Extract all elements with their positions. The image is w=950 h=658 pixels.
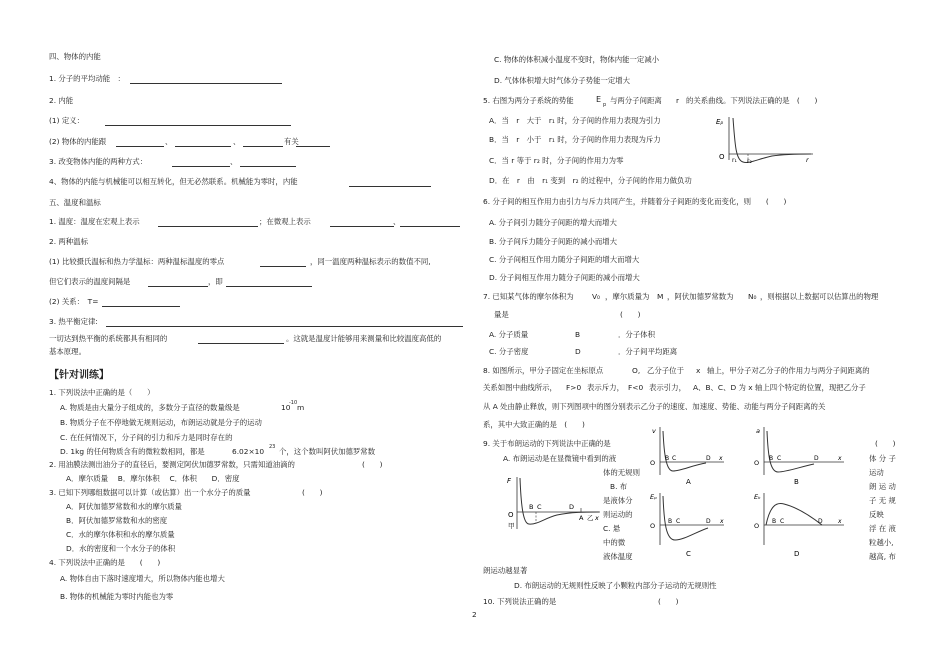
text: N₀: [748, 292, 757, 301]
q7-option-d[interactable]: D: [575, 347, 581, 356]
origin-label: O: [754, 522, 760, 530]
q3-option-c[interactable]: C．水的摩尔体积和水的摩尔质量: [66, 530, 175, 539]
potential-energy-graph: [716, 114, 816, 170]
q4-option-c[interactable]: C. 物体的体积减小温度不变时，物体内能一定减小: [494, 55, 660, 64]
q-mech-energy: 4、物体的内能与机械能可以相互转化，但无必然联系。机械能为零时，内能: [49, 177, 298, 186]
option-graph-c[interactable]: [648, 490, 728, 560]
text: 中的微: [603, 538, 626, 547]
axis-x-label: x: [719, 455, 723, 462]
q6-option-a[interactable]: A. 分子间引力随分子间距的增大而增大: [489, 218, 617, 227]
point-d-label: D: [569, 503, 575, 511]
superscript: 23: [269, 444, 276, 450]
point-b-label: B: [529, 503, 534, 511]
section-4-title: 四、物体的内能: [49, 52, 101, 61]
blank-line[interactable]: [349, 186, 431, 187]
q1-option-a[interactable]: A. 物质是由大量分子组成的，多数分子直径的数量级是: [60, 403, 240, 412]
q4-option-b[interactable]: B. 物体的机械能为零时内能也为零: [60, 592, 174, 601]
q7-option-a[interactable]: A. 分子质量: [489, 330, 529, 339]
curve: [767, 431, 814, 472]
blank-line[interactable]: [226, 286, 312, 287]
jia-label: 甲: [508, 522, 515, 530]
text: 量是: [494, 310, 509, 319]
q10-stem: 10. 下列说法正确的是: [483, 597, 557, 606]
q9-option-b[interactable]: B. 布: [610, 482, 628, 491]
superscript: -10: [289, 400, 298, 406]
q9-option-a[interactable]: A. 布朗运动是在显微镜中看到的液: [503, 454, 617, 463]
text: ．分子体积: [618, 330, 655, 339]
point-b-label: B: [665, 455, 670, 462]
answer-paren: ( ): [362, 460, 383, 469]
q-temperature: 1. 温度：温度在宏观上表示: [49, 217, 140, 226]
blank-line[interactable]: [243, 146, 283, 147]
q5-stem: 5. 右图为两分子系统的势能: [483, 96, 574, 105]
text: 乙分子位于: [647, 366, 684, 375]
point-c-label: C: [537, 503, 542, 511]
point-c-label: C: [676, 518, 681, 525]
blank-line[interactable]: [330, 226, 394, 227]
q9-option-c[interactable]: C. 悬: [603, 524, 621, 533]
curve: [663, 431, 706, 471]
origin-label: O: [650, 522, 656, 530]
q1-stem: 1. 下列说法中正确的是（ ）: [49, 388, 155, 397]
origin-label: O: [508, 511, 514, 519]
text: 轴上，甲分子对乙分子的作用力与两分子间距离的: [707, 366, 870, 375]
text: 朗 运 动: [869, 482, 896, 491]
origin-label: O: [650, 459, 656, 467]
point-b-label: B: [769, 455, 774, 462]
blank-line[interactable]: [130, 83, 282, 84]
q-thermal-eq-text: 一切达到热平衡的系统都具有相同的: [49, 334, 168, 343]
point-d-label: D: [706, 455, 711, 462]
option-label: A: [686, 478, 691, 486]
q3-option-b[interactable]: B．阿伏加德罗常数和水的密度: [66, 516, 168, 525]
answer-paren: ( ): [658, 597, 679, 606]
blank-line[interactable]: [296, 146, 330, 147]
blank-line[interactable]: [400, 226, 460, 227]
page-number: 2: [472, 610, 477, 619]
origin-label: O: [754, 459, 760, 467]
q8-stem: 8. 如图所示，甲分子固定在坐标原点: [483, 366, 604, 375]
blank-line[interactable]: [148, 286, 208, 287]
point-c-label: C: [780, 518, 785, 525]
sep: 、: [165, 137, 173, 146]
sep: 、: [393, 217, 401, 226]
text: 6.02×10: [232, 447, 265, 456]
text: 液体温度: [603, 552, 633, 561]
blank-line[interactable]: [172, 166, 230, 167]
axis-y-label: Eₖ: [754, 493, 761, 501]
text: 关系如图中曲线所示，: [483, 383, 557, 392]
q-scale-compare: (1) 比较摄氏温标和热力学温标：两种温标温度的零点: [49, 257, 225, 266]
text: 与两分子间距离: [610, 96, 662, 105]
q4-option-a[interactable]: A. 物体自由下落时速度增大，所以物体内能也增大: [60, 574, 225, 583]
text: 运动: [869, 468, 884, 477]
point-d-label: D: [706, 518, 711, 525]
text: m: [297, 403, 305, 412]
text: r: [676, 96, 680, 105]
axis-y-label: Eₚ: [650, 493, 657, 501]
q-thermal-eq: 3. 热平衡定律:: [49, 317, 98, 326]
q1-option-b[interactable]: B. 物质分子在不停地做无规则运动，布朗运动就是分子的运动: [60, 418, 262, 427]
blank-line[interactable]: [198, 343, 284, 344]
option-label: B: [794, 478, 799, 486]
blank-line[interactable]: [102, 306, 180, 307]
axis-x-label: x: [838, 518, 842, 525]
q6-option-d[interactable]: D. 分子间相互作用力随分子间距的减小而增大: [489, 273, 640, 282]
point-d-label: D: [814, 455, 819, 462]
answer-paren: ( ): [875, 439, 896, 448]
q4-option-d[interactable]: D. 气体体积增大时气体分子势能一定增大: [494, 76, 631, 85]
q6-option-c[interactable]: C. 分子间相互作用力随分子间距的增大而增大: [489, 255, 640, 264]
text: ；在微观上表示: [259, 217, 311, 226]
origin-label: O: [719, 153, 725, 161]
blank-line[interactable]: [105, 125, 291, 126]
q1-option-c[interactable]: C. 在任何情况下，分子间的引力和斥力是同时存在的: [60, 433, 233, 442]
text: ，阿伏加德罗常数为: [667, 292, 734, 301]
q-internal-energy: 2. 内能: [49, 96, 74, 105]
option-label: C: [686, 550, 691, 558]
yi-label: 乙: [587, 514, 594, 522]
text: 越高, 布: [869, 552, 896, 561]
point-b-label: B: [668, 518, 673, 525]
blank-line[interactable]: [106, 326, 463, 327]
sep: 有关: [284, 137, 299, 146]
q7-option-b[interactable]: B: [575, 330, 581, 339]
q3-option-a[interactable]: A．阿伏加德罗常数和水的摩尔质量: [66, 502, 182, 511]
blank-line[interactable]: [260, 266, 306, 267]
text: M: [657, 292, 664, 301]
q-change-ways: 3. 改变物体内能的两种方式：: [49, 157, 148, 166]
option-label: D: [794, 550, 800, 558]
text: 浮 在 液: [869, 524, 896, 533]
q7-option-c[interactable]: C. 分子密度: [489, 347, 529, 356]
axis-x-label: x: [595, 514, 599, 522]
text: 个，这个数叫阿伏加德罗常数: [279, 447, 376, 456]
blank-line[interactable]: [240, 166, 296, 167]
text: F>0: [566, 383, 582, 392]
q9-option-d[interactable]: D. 布朗运动的无规则性反映了小颗粒内部分子运动的无规则性: [514, 581, 717, 590]
text: 表示引力，: [649, 383, 686, 392]
answer-paren: ( ): [620, 310, 641, 319]
q5-option-c[interactable]: C．当 r 等于 r₂ 时，分子间的作用力为零: [489, 156, 624, 165]
q-avg-kinetic: 1. 分子的平均动能 ：: [49, 74, 125, 83]
q4-stem: 4. 下列说法中正确的是 ( ): [49, 558, 161, 567]
text: 系，其中大致正确的是 ( ): [483, 420, 585, 429]
point-c-label: C: [672, 455, 677, 462]
q-definition: (1) 定义：: [49, 116, 84, 125]
text: 基本原理。: [49, 347, 86, 356]
option-graph-b[interactable]: [752, 425, 848, 487]
q9-stem: 9. 关于布朗运动的下列说法中正确的是: [483, 439, 611, 448]
axis-x-label: x: [838, 455, 842, 462]
text: A、B、C、D 为 x 轴上四个特定的位置，现把乙分子: [693, 383, 866, 392]
option-graph-d[interactable]: [752, 490, 848, 560]
q7-stem: 7. 已知某气体的摩尔体积为: [483, 292, 574, 301]
text: E: [596, 95, 602, 104]
text: ，同一温度两种温标表示的数值不同,: [310, 257, 431, 266]
sep: 、: [230, 157, 238, 166]
r1-label: r₁: [732, 157, 737, 164]
q5-option-b[interactable]: B．当 r 小于 r₁ 时，分子间的作用力表现为斥力: [489, 135, 661, 144]
text: F<0: [628, 383, 644, 392]
text: x: [696, 366, 701, 375]
text: V₀: [592, 292, 601, 301]
q3-option-d[interactable]: D．水的密度和一个水分子的体积: [66, 544, 176, 553]
text: 子 无 规: [869, 496, 896, 505]
axis-y-label: a: [756, 427, 760, 435]
q5-option-d[interactable]: D．在 r 由 r₁ 变到 r₂ 的过程中，分子间的作用力做负功: [489, 176, 692, 185]
q2-stem: 2. 用油膜法测出油分子的直径后，要测定阿伏加德罗常数，只需知道油滴的: [49, 460, 295, 469]
answer-paren: ( ): [302, 488, 323, 497]
blank-line[interactable]: [116, 146, 164, 147]
q-two-scales: 2. 两种温标: [49, 237, 88, 246]
text: 从 A 处由静止释放，则下列图项中的图分别表示乙分子的速度、加速度、势能、动能与两分子间距离的关: [483, 402, 826, 411]
q6-stem: 6. 分子间的相互作用力由引力与斥力共同产生，并随着分子间距的变化而变化，则 ( ): [483, 197, 787, 206]
q1-option-d[interactable]: D. 1kg 的任何物质含有的微粒数相同，都是: [60, 447, 205, 456]
force-distance-graph: [507, 474, 603, 532]
text: 粒越小,: [869, 538, 894, 547]
blank-line[interactable]: [175, 146, 231, 147]
text: ，则根据以上数据可以估算出的物理: [760, 292, 879, 301]
q6-option-b[interactable]: B. 分子间斥力随分子间距的减小而增大: [489, 237, 618, 246]
q-energy-depends: (2) 物体的内能跟: [49, 137, 107, 146]
text: 是液体分: [603, 496, 633, 505]
text: ，即: [208, 277, 223, 286]
text: ，摩尔质量为: [605, 292, 650, 301]
text: 。这就是温度计能够用来测量和比较温度高低的: [286, 334, 442, 343]
point-c-label: C: [777, 455, 782, 462]
text: O,: [632, 366, 641, 375]
text: 反映: [869, 510, 884, 519]
axis-x-label: r: [806, 156, 809, 164]
q2-options[interactable]: A．摩尔质量 B．摩尔体积 C．体积 D．密度: [66, 474, 240, 483]
r2-label: r₂: [747, 158, 752, 165]
text: 10: [281, 403, 291, 412]
axis-y-label: v: [652, 427, 656, 435]
q-relation: (2) 关系： T=: [49, 297, 99, 306]
blank-line[interactable]: [158, 226, 258, 227]
text: 表示斥力，: [587, 383, 624, 392]
point-d-label: D: [818, 518, 823, 525]
axis-y-label: F: [507, 477, 512, 485]
sep: 、: [233, 137, 241, 146]
point-b-label: B: [772, 518, 777, 525]
point-a-label: A: [579, 514, 584, 522]
q5-option-a[interactable]: A．当 r 大于 r₁ 时，分子间的作用力表现为引力: [489, 116, 661, 125]
subscript: p: [603, 102, 607, 108]
section-5-title: 五、温度和温标: [49, 198, 101, 207]
q-scale-interval: 但它们表示的温度间隔是: [49, 277, 131, 286]
axis-y-label: Eₚ: [716, 118, 724, 126]
q3-stem: 3. 已知下列哪组数据可以计算（或估算）出一个水分子的质量: [49, 488, 251, 497]
text: 的关系曲线。下列说法正确的是 ( ): [686, 96, 818, 105]
text: 则运动的: [603, 510, 633, 519]
axis-x-label: x: [720, 518, 724, 525]
text: 体的无规则: [603, 468, 640, 477]
ep-curve: [733, 118, 811, 162]
text: 体 分 子: [869, 454, 896, 463]
text: ．分子间平均距离: [618, 347, 678, 356]
text: 朗运动越显著: [483, 566, 528, 575]
option-graph-a[interactable]: [648, 425, 728, 487]
training-title: 【针对训练】: [49, 370, 109, 381]
